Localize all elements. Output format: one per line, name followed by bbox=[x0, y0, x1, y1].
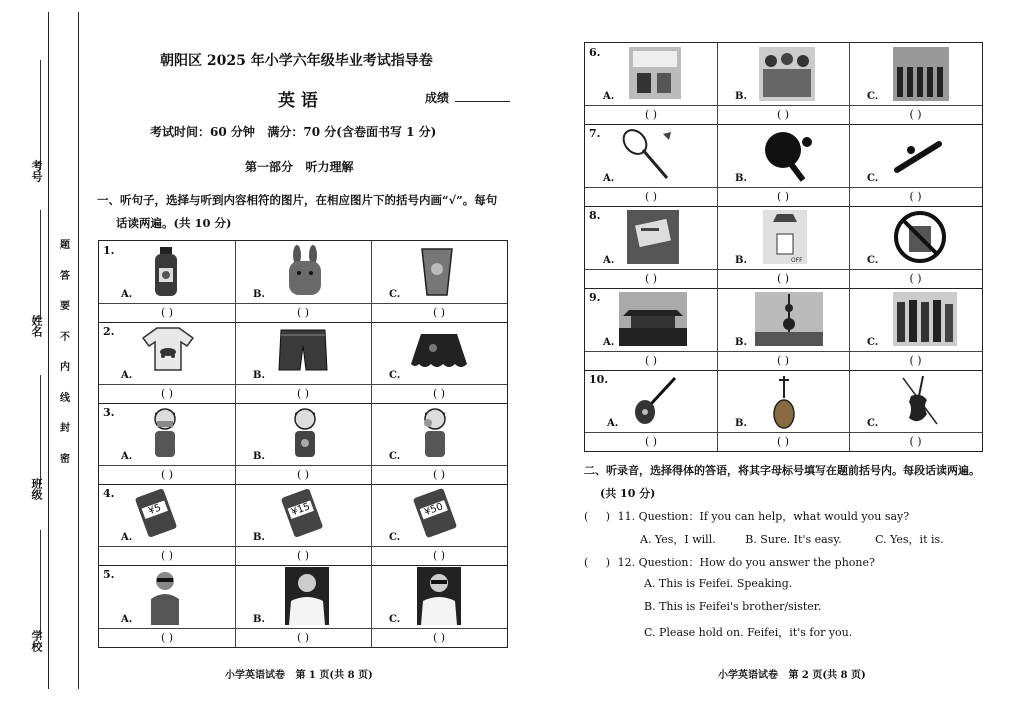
item-number: 4. bbox=[103, 487, 115, 500]
answer-bracket[interactable]: ( ) bbox=[849, 351, 982, 370]
question-12 bbox=[584, 554, 875, 570]
option-label-b: B. bbox=[253, 370, 265, 381]
item-number: 7. bbox=[589, 127, 601, 140]
question-11 bbox=[584, 508, 909, 524]
binding-line-outer bbox=[48, 12, 49, 689]
baseball-bat-icon bbox=[889, 134, 945, 178]
item-row-4 bbox=[99, 484, 507, 566]
exam-number-label: 考号 bbox=[30, 160, 43, 182]
option-cell bbox=[717, 370, 850, 451]
school-blank bbox=[40, 530, 41, 640]
ping-pong-paddle-icon bbox=[761, 128, 815, 184]
option-label-c: C. bbox=[389, 451, 401, 462]
notice-char: 线 bbox=[60, 392, 70, 404]
answer-bracket[interactable]: ( ) bbox=[717, 432, 849, 451]
listening-grid-2 bbox=[584, 42, 983, 452]
option-cell bbox=[235, 565, 372, 647]
answer-bracket[interactable]: ( ) bbox=[717, 187, 849, 206]
option-label-a: A. bbox=[603, 337, 615, 348]
man-sunglasses-icon bbox=[147, 569, 183, 625]
section2-instruction-cont: (共 10 分) bbox=[600, 487, 656, 500]
section1-instruction-cont: 话读两遍。(共 10 分) bbox=[116, 216, 232, 230]
option-label-c: C. bbox=[867, 255, 879, 266]
page2-footer: 小学英语试卷 第 2 页(共 8 页) bbox=[718, 670, 866, 681]
option-cell bbox=[585, 370, 718, 451]
q12-option-a: A. This is Feifei. Speaking. bbox=[644, 577, 793, 590]
item-number: 9. bbox=[589, 291, 601, 304]
notice-char: 要 bbox=[60, 301, 70, 312]
item-number: 2. bbox=[103, 325, 115, 338]
option-cell bbox=[235, 403, 372, 484]
option-label-b: B. bbox=[735, 418, 747, 429]
answer-bracket[interactable]: ( ) bbox=[371, 303, 507, 322]
item-number: 8. bbox=[589, 209, 601, 222]
option-cell bbox=[585, 288, 718, 370]
class-blank bbox=[40, 375, 41, 485]
water-bottle-icon bbox=[147, 246, 185, 298]
option-cell bbox=[99, 403, 236, 484]
notice-char: 封 bbox=[60, 423, 70, 434]
answer-bracket[interactable]: ( ) bbox=[371, 465, 507, 484]
option-label-a: A. bbox=[607, 418, 619, 429]
answer-bracket[interactable]: ( ) bbox=[371, 384, 507, 403]
option-cell bbox=[717, 206, 850, 288]
tiananmen-photo bbox=[619, 292, 687, 346]
badminton-racket-icon bbox=[621, 128, 677, 184]
switch-off-text: OFF bbox=[791, 257, 803, 264]
section1-instruction: 一、听句子，选择与听到内容相符的图片，在相应图片下的括号内画“√”。每句 bbox=[97, 193, 498, 207]
students-lineup-photo bbox=[893, 47, 949, 101]
answer-bracket[interactable]: ( ) bbox=[585, 269, 717, 288]
item-row-9 bbox=[585, 288, 982, 371]
answer-bracket[interactable]: ( ) bbox=[371, 628, 507, 647]
option-label-a: A. bbox=[121, 614, 133, 625]
notice-char: 题 bbox=[60, 240, 70, 251]
item-row-3 bbox=[99, 403, 507, 485]
price-tag-a bbox=[135, 488, 178, 538]
paper-cup-icon bbox=[419, 247, 455, 297]
recycling-paper-photo bbox=[627, 210, 679, 264]
option-label-c: C. bbox=[867, 173, 879, 184]
item-row-6 bbox=[585, 43, 982, 125]
name-label: 姓名 bbox=[30, 315, 43, 337]
exam-time-info: 考试时间：60 分钟 满分：70 分(含卷面书写 1 分) bbox=[150, 125, 437, 139]
terracotta-warriors-photo bbox=[893, 292, 957, 346]
shorts-icon bbox=[277, 328, 329, 372]
answer-bracket[interactable]: ( ) bbox=[849, 269, 982, 288]
option-label-c: C. bbox=[867, 91, 879, 102]
oriental-pearl-tower-photo bbox=[755, 292, 823, 346]
q11-option-c: C. Yes，it is. bbox=[875, 533, 944, 546]
option-label-a: A. bbox=[121, 451, 133, 462]
q11-option-a: A. Yes，I will. bbox=[640, 533, 716, 546]
item-row-10 bbox=[585, 370, 982, 451]
notice-char: 密 bbox=[60, 453, 70, 465]
boy-stomachache-icon bbox=[289, 407, 321, 459]
item-number: 1. bbox=[103, 244, 115, 257]
price-tag-c bbox=[413, 488, 457, 538]
option-label-a: A. bbox=[121, 370, 133, 381]
item-number: 10. bbox=[589, 373, 609, 386]
score-field bbox=[425, 89, 510, 106]
answer-bracket[interactable]: ( ) bbox=[235, 384, 371, 403]
no-plastic-bag-icon bbox=[893, 210, 947, 264]
option-label-a: A. bbox=[121, 532, 133, 543]
option-cell bbox=[99, 565, 236, 647]
option-label-a: A. bbox=[603, 91, 615, 102]
option-cell bbox=[99, 241, 236, 322]
option-cell bbox=[717, 288, 850, 370]
t-shirt-icon bbox=[141, 326, 195, 372]
option-label-b: B. bbox=[735, 255, 747, 266]
option-cell bbox=[849, 370, 982, 451]
option-label-b: B. bbox=[253, 614, 265, 625]
answer-bracket[interactable]: ( ) bbox=[717, 105, 849, 124]
option-label-c: C. bbox=[867, 337, 879, 348]
option-cell bbox=[371, 322, 507, 403]
option-cell bbox=[849, 43, 982, 124]
answer-bracket[interactable]: ( ) bbox=[99, 465, 235, 484]
answer-bracket[interactable]: ( ) bbox=[371, 546, 507, 565]
price-tag-a-text: ¥5 bbox=[142, 500, 168, 519]
price-tag-b bbox=[281, 488, 324, 538]
item-row-7 bbox=[585, 124, 982, 207]
binding-notice bbox=[58, 236, 72, 480]
exam-title: 朝阳区 2025 年小学六年级毕业考试指导卷 bbox=[160, 53, 433, 69]
school-label: 学校 bbox=[30, 630, 43, 652]
item-number: 5. bbox=[103, 568, 115, 581]
option-cell bbox=[371, 241, 507, 322]
violin-icon bbox=[899, 374, 943, 430]
classroom-photo bbox=[629, 47, 681, 99]
name-blank bbox=[40, 210, 41, 320]
score-label: 成绩 bbox=[425, 91, 450, 105]
boy-masked-icon bbox=[149, 407, 181, 459]
option-label-b: B. bbox=[253, 289, 265, 300]
option-label-b: B. bbox=[735, 91, 747, 102]
subject-title: 英 语 bbox=[278, 91, 318, 111]
skirt-icon bbox=[409, 332, 469, 372]
option-cell bbox=[371, 403, 507, 484]
option-cell bbox=[99, 484, 236, 565]
option-label-a: A. bbox=[603, 173, 615, 184]
question-11-options bbox=[640, 531, 944, 547]
class-label: 班级 bbox=[30, 478, 43, 500]
option-cell bbox=[235, 484, 372, 565]
item-row-8 bbox=[585, 206, 982, 289]
option-cell bbox=[99, 322, 236, 403]
answer-bracket[interactable]: ( ) bbox=[235, 546, 371, 565]
answer-bracket[interactable]: ( ) bbox=[235, 303, 371, 322]
answer-bracket[interactable]: ( ) bbox=[585, 351, 717, 370]
answer-bracket[interactable]: ( ) bbox=[235, 465, 371, 484]
q11-option-b: B. Sure. It's easy. bbox=[745, 533, 842, 546]
option-label-b: B. bbox=[253, 532, 265, 543]
answer-bracket[interactable]: ( ) bbox=[99, 384, 235, 403]
answer-bracket-11[interactable]: ( ) bbox=[584, 510, 611, 523]
option-label-c: C. bbox=[389, 289, 401, 300]
answer-bracket[interactable]: ( ) bbox=[849, 432, 982, 451]
option-cell bbox=[717, 43, 850, 124]
option-cell bbox=[585, 43, 718, 124]
notice-char: 内 bbox=[60, 362, 70, 373]
part-title: 第一部分 听力理解 bbox=[245, 160, 354, 174]
answer-bracket[interactable]: ( ) bbox=[99, 628, 235, 647]
option-label-c: C. bbox=[389, 370, 401, 381]
man-white-shirt-icon bbox=[285, 567, 329, 625]
section2-instruction: 二、听录音，选择得体的答语，将其字母标号填写在题前括号内。每段话读两遍。 bbox=[584, 464, 980, 477]
answer-bracket[interactable]: ( ) bbox=[849, 105, 982, 124]
notice-char: 不 bbox=[60, 331, 70, 343]
q12-option-b: B. This is Feifei's brother/sister. bbox=[644, 600, 822, 613]
pipa-icon bbox=[769, 374, 799, 430]
option-label-c: C. bbox=[389, 532, 401, 543]
listening-grid-1 bbox=[98, 240, 508, 648]
option-cell bbox=[371, 565, 507, 647]
answer-bracket[interactable]: ( ) bbox=[585, 187, 717, 206]
boy-toothache-icon bbox=[419, 407, 451, 459]
option-label-b: B. bbox=[735, 173, 747, 184]
item-row-2 bbox=[99, 322, 507, 404]
option-cell bbox=[585, 206, 718, 288]
page1-footer: 小学英语试卷 第 1 页(共 8 页) bbox=[225, 670, 373, 681]
option-cell bbox=[849, 124, 982, 206]
option-cell bbox=[235, 322, 372, 403]
answer-bracket[interactable]: ( ) bbox=[99, 546, 235, 565]
option-label-a: A. bbox=[603, 255, 615, 266]
option-cell bbox=[585, 124, 718, 206]
guitar-icon bbox=[631, 374, 679, 428]
option-cell bbox=[849, 288, 982, 370]
answer-bracket-12[interactable]: ( ) bbox=[584, 556, 611, 569]
answer-bracket[interactable]: ( ) bbox=[235, 628, 371, 647]
option-label-a: A. bbox=[121, 289, 133, 300]
option-cell bbox=[849, 206, 982, 288]
answer-bracket[interactable]: ( ) bbox=[585, 105, 717, 124]
item-row-1 bbox=[99, 241, 507, 323]
score-blank bbox=[455, 101, 510, 102]
man-glasses-icon bbox=[417, 567, 461, 625]
option-cell bbox=[235, 241, 372, 322]
light-switch-icon bbox=[763, 210, 807, 264]
option-cell bbox=[717, 124, 850, 206]
price-tag-b-text: ¥15 bbox=[288, 500, 314, 519]
item-number: 6. bbox=[589, 46, 601, 59]
question-12-text: 12. Question：How do you answer the phone? bbox=[617, 556, 875, 569]
answer-bracket[interactable]: ( ) bbox=[99, 303, 235, 322]
answer-bracket[interactable]: ( ) bbox=[717, 269, 849, 288]
price-tag-c-text: ¥50 bbox=[420, 500, 448, 519]
option-label-b: B. bbox=[253, 451, 265, 462]
option-label-c: C. bbox=[867, 418, 879, 429]
binding-line-inner bbox=[78, 12, 79, 689]
notice-char: 答 bbox=[60, 270, 70, 282]
answer-bracket[interactable]: ( ) bbox=[717, 351, 849, 370]
option-label-b: B. bbox=[735, 337, 747, 348]
question-11-text: 11. Question：If you can help，what would you say? bbox=[617, 510, 910, 523]
answer-bracket[interactable]: ( ) bbox=[849, 187, 982, 206]
item-row-5 bbox=[99, 565, 507, 647]
rabbit-backpack-icon bbox=[285, 245, 325, 297]
exam-number-blank bbox=[40, 60, 41, 170]
q12-option-c: C. Please hold on. Feifei，it's for you. bbox=[644, 626, 853, 639]
item-number: 3. bbox=[103, 406, 115, 419]
option-cell bbox=[371, 484, 507, 565]
option-label-c: C. bbox=[389, 614, 401, 625]
students-group-photo bbox=[759, 47, 815, 101]
answer-bracket[interactable]: ( ) bbox=[585, 432, 717, 451]
